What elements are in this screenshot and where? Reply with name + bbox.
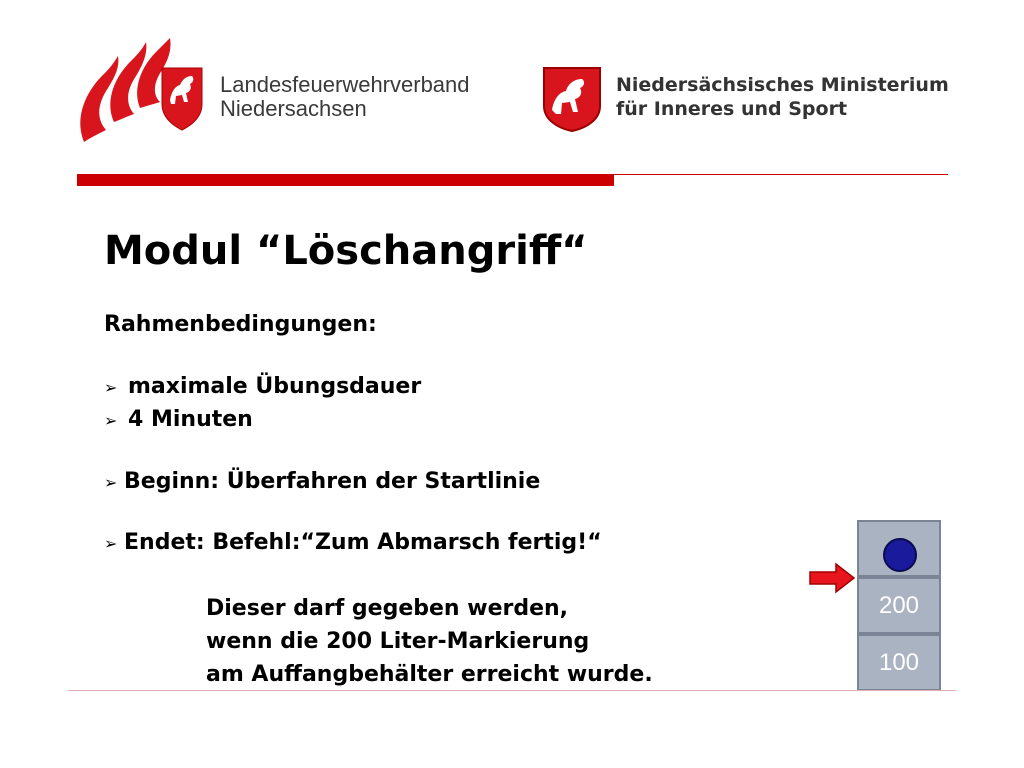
arrowhead-bullet-icon: ➢ (104, 473, 118, 492)
flame-logo-icon (80, 38, 170, 142)
bullet-text: Endet: Befehl:“Zum Abmarsch fertig!“ (124, 530, 602, 555)
ministry-coat-of-arms-icon (542, 66, 602, 132)
header-rule-thin (614, 174, 948, 175)
header-rule-thick (77, 174, 614, 186)
ministry-name-line1: Niedersächsisches Ministerium (616, 74, 949, 96)
ministry-name (616, 73, 949, 121)
gauge-cell-top (857, 520, 941, 577)
bullet-item (104, 407, 253, 432)
note-line: Dieser darf gegeben werden, (206, 596, 569, 621)
arrowhead-bullet-icon: ➢ (104, 378, 118, 397)
horse-coat-of-arms-icon (162, 68, 202, 130)
note-text (206, 592, 653, 691)
gauge-cell-100 (857, 634, 941, 691)
bullet-item (104, 530, 602, 555)
slide-subtitle: Rahmenbedingungen: (104, 312, 377, 337)
bullet-item (104, 469, 540, 494)
arrowhead-bullet-icon: ➢ (104, 411, 118, 430)
gauge-cell-200 (857, 577, 941, 634)
gauge-label-100: 100 (878, 649, 920, 676)
ministry-name-line2: für Inneres und Sport (616, 98, 848, 120)
bullet-text: Beginn: Überfahren der Startlinie (124, 469, 541, 494)
bullet-item (104, 374, 421, 399)
red-arrow-icon (808, 562, 856, 594)
lfv-name-line2: Niedersachsen (220, 96, 367, 121)
tank-gauge (857, 520, 941, 691)
lfv-name (220, 73, 470, 121)
bullet-text: maximale Übungsdauer (128, 374, 422, 399)
level-dot-icon (883, 538, 917, 572)
gauge-label-200: 200 (878, 592, 920, 619)
arrowhead-bullet-icon: ➢ (104, 534, 118, 553)
lfv-name-line1: Landesfeuerwehrverband (220, 72, 470, 97)
bullet-text: 4 Minuten (128, 407, 253, 432)
note-line: wenn die 200 Liter-Markierung (206, 629, 590, 654)
note-line: am Auffangbehälter erreicht wurde. (206, 662, 653, 687)
footer-rule (68, 690, 956, 691)
slide-title: Modul “Löschangriff“ (104, 228, 588, 274)
